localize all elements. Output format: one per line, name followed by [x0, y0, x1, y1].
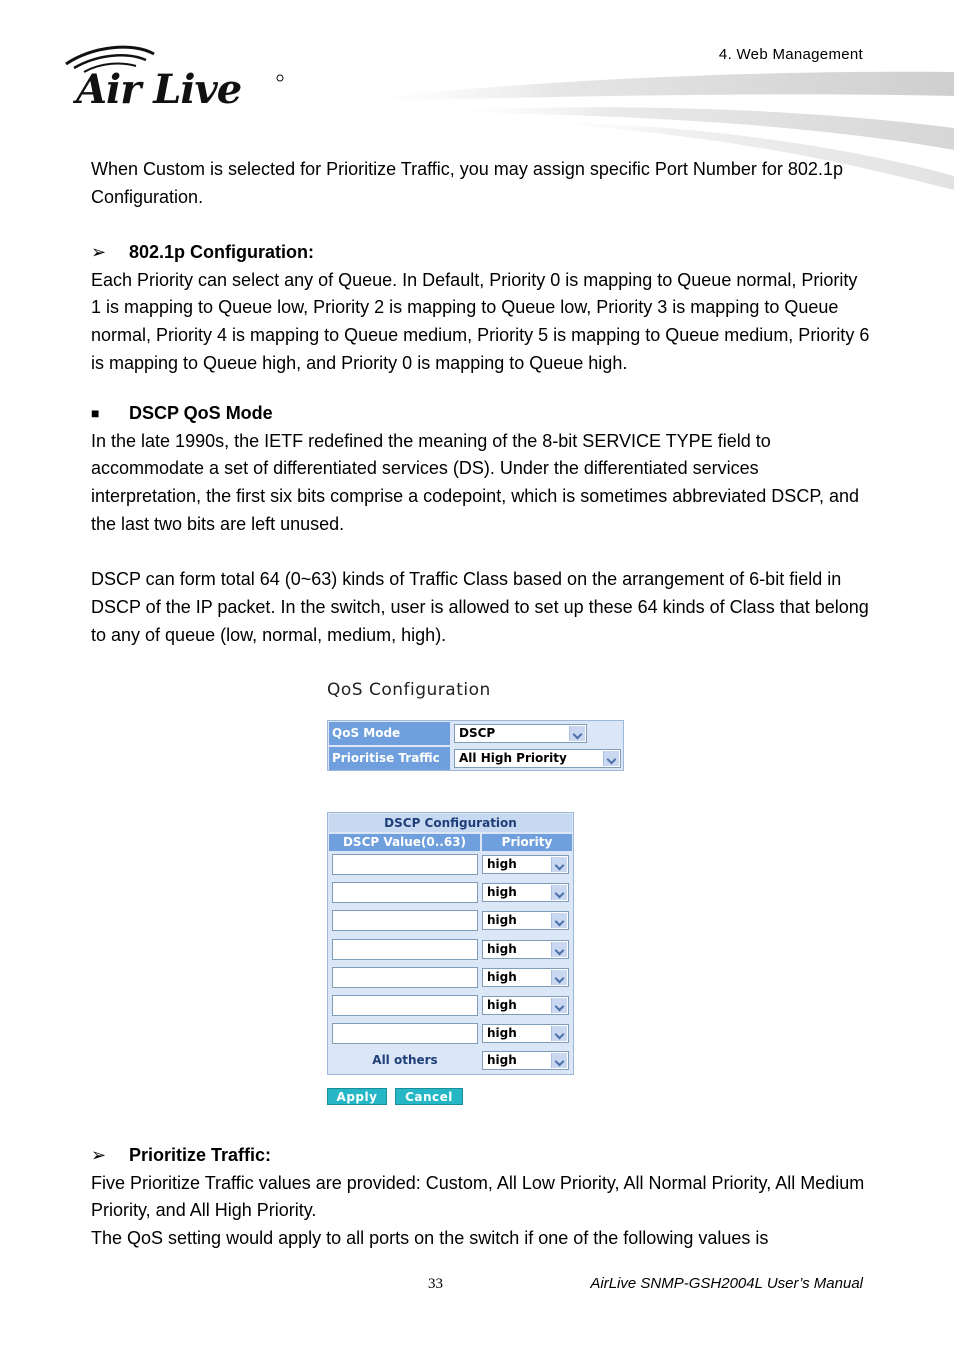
dscp-value-input[interactable]: [332, 939, 478, 960]
dscp-caption: DSCP Configuration: [329, 814, 572, 832]
airlive-logo: [62, 42, 292, 110]
chevron-down-icon: [551, 913, 567, 928]
prioritise-traffic-value: All High Priority: [459, 751, 567, 765]
qos-mode-table: [327, 720, 624, 771]
priority-select[interactable]: [482, 996, 569, 1015]
dscp-value-input[interactable]: [332, 1023, 478, 1044]
qos-mode-value: DSCP: [459, 726, 496, 740]
priority-select[interactable]: [482, 940, 569, 959]
dscp-value-input[interactable]: [332, 995, 478, 1016]
priority-select[interactable]: [482, 855, 569, 874]
svg-text:Air Live: Air Live: [76, 66, 242, 110]
arrow-bullet-icon: ➢: [91, 1145, 107, 1165]
dscp-value-input[interactable]: [332, 967, 478, 988]
priority-value: high: [487, 998, 517, 1012]
priority-value: high: [487, 857, 517, 871]
section-heading: [91, 1142, 871, 1170]
section-text: In the late 1990s, the IETF redefined the meaning of the 8-bit SERVICE TYPE field to accommodate a set of differentiated services (DS). Under the differentiated services interpretation, the first six bits comprise a codepoint, which is sometimes abbreviated DSCP, and the last two bits are left unused.: [91, 430, 860, 534]
dscp-value-input[interactable]: [332, 882, 478, 903]
priority-value: high: [487, 1053, 517, 1067]
dscp-value-input[interactable]: [332, 910, 478, 931]
chevron-down-icon: [551, 1053, 567, 1068]
section-title: Prioritize Traffic:: [129, 1145, 272, 1165]
dscp-value-header: DSCP Value(0..63): [329, 834, 480, 851]
chevron-down-icon: [603, 751, 619, 766]
chevron-down-icon: [551, 942, 567, 957]
dscp-config-table: [327, 812, 574, 1075]
section-title: 802.1p Configuration:: [129, 242, 315, 262]
prioritise-traffic-label: Prioritise Traffic: [329, 747, 450, 770]
section-text: The QoS setting would apply to all ports on the switch if one of the following values is: [91, 1228, 769, 1249]
dscp-value-input[interactable]: [332, 854, 478, 875]
section-heading: [91, 400, 871, 428]
chevron-down-icon: [551, 970, 567, 985]
page-number: 33: [428, 1276, 443, 1292]
section-prioritize-traffic: [91, 1142, 871, 1253]
section-heading: [91, 239, 871, 267]
chevron-down-icon: [551, 1026, 567, 1041]
priority-header: Priority: [482, 834, 572, 851]
priority-value: high: [487, 885, 517, 899]
qos-mode-row: [329, 722, 622, 745]
cancel-button[interactable]: Cancel: [395, 1088, 463, 1105]
priority-value: high: [487, 913, 517, 927]
section-text: Five Prioritize Traffic values are provided: Custom, All Low Priority, All Normal Priority, All Medium Priority, and All High Priority.: [91, 1172, 865, 1221]
qos-mode-select[interactable]: [454, 724, 587, 743]
section-dscp-mode: [91, 400, 871, 649]
all-others-priority-select[interactable]: [482, 1051, 569, 1070]
chevron-down-icon: [551, 998, 567, 1013]
priority-select[interactable]: [482, 968, 569, 987]
intro-paragraph: When Custom is selected for Prioritize Traffic, you may assign specific Port Number for 802.1p Configuration.: [91, 159, 843, 207]
chevron-down-icon: [551, 857, 567, 872]
manual-title: AirLive SNMP-GSH2004L User’s Manual: [590, 1275, 863, 1292]
qos-config-title: QoS Configuration: [327, 680, 491, 700]
section-8021p: [91, 239, 871, 378]
prioritise-traffic-select[interactable]: [454, 749, 621, 768]
priority-value: high: [487, 970, 517, 984]
priority-select[interactable]: [482, 911, 569, 930]
chevron-down-icon: [569, 726, 585, 741]
chevron-down-icon: [551, 885, 567, 900]
priority-select[interactable]: [482, 883, 569, 902]
apply-button[interactable]: Apply: [327, 1088, 387, 1105]
priority-select[interactable]: [482, 1024, 569, 1043]
chapter-heading: 4. Web Management: [718, 46, 863, 63]
all-others-label: All others: [372, 1053, 438, 1067]
section-title: DSCP QoS Mode: [129, 403, 273, 423]
priority-value: high: [487, 942, 517, 956]
priority-value: high: [487, 1026, 517, 1040]
qos-mode-label: QoS Mode: [329, 722, 450, 745]
section-text: Each Priority can select any of Queue. In Default, Priority 0 is mapping to Queue normal, Priority 1 is mapping to Queue low, Priority 2 is mapping to Queue low, Priority 3 is mapping to Queue normal, Priority 4 is mapping to Queue medium, Priority 5 is mapping to Queue medium, Priority 6 is mapping to Queue high, and Priority 0 is mapping to Queue high.: [91, 269, 870, 373]
section-text: DSCP can form total 64 (0~63) kinds of Traffic Class based on the arrangement of 6-bit field in DSCP of the IP packet. In the switch, user is allowed to set up these 64 kinds of Class that belong to any of queue (low, normal, medium, high).: [91, 569, 869, 645]
arrow-bullet-icon: ➢: [91, 242, 107, 262]
prioritise-traffic-row: [329, 747, 622, 770]
square-bullet-icon: ■: [91, 405, 100, 421]
